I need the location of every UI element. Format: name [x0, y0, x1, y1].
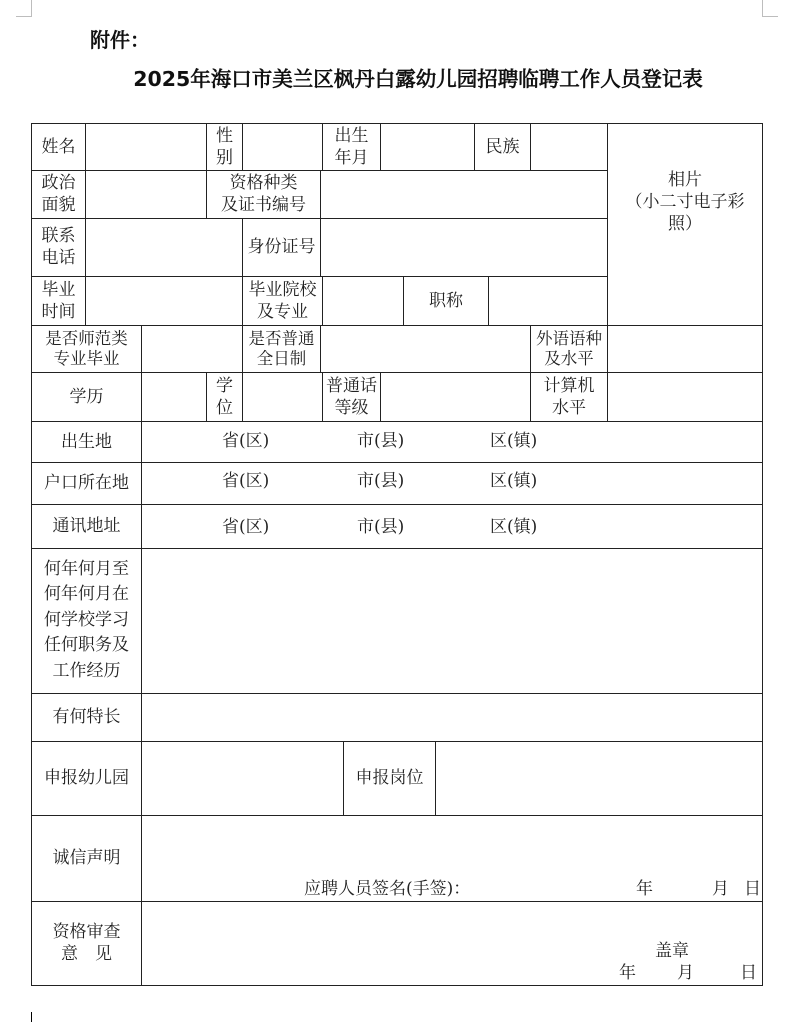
education-field[interactable] — [142, 373, 206, 421]
birth-date-field[interactable] — [381, 124, 474, 170]
corner-mark-right-h — [762, 16, 778, 17]
phone-label: 联系 电话 — [41, 226, 76, 268]
text-cursor — [31, 1012, 32, 1022]
hukou-province-unit: 省(区) — [222, 471, 270, 491]
language-field[interactable] — [608, 326, 762, 372]
address-city-unit: 市(县) — [357, 517, 405, 537]
kindergarten-field[interactable] — [142, 742, 343, 815]
position-field[interactable] — [436, 742, 762, 815]
name-label: 姓名 — [41, 136, 76, 157]
review-label: 资格审查 意 见 — [52, 922, 121, 964]
phone-field[interactable] — [86, 219, 242, 276]
school-major-label: 毕业院校 及专业 — [248, 279, 317, 322]
political-status-field[interactable] — [86, 171, 206, 218]
qualification-field[interactable] — [321, 171, 607, 218]
signature-day: 日 — [744, 879, 761, 899]
computer-field[interactable] — [608, 373, 762, 421]
hukou-city-unit: 市(县) — [357, 471, 405, 491]
degree-field[interactable] — [243, 373, 322, 421]
normal-major-label: 是否师范类 专业毕业 — [45, 328, 128, 368]
signature-year: 年 — [636, 879, 653, 899]
integrity-label: 诚信声明 — [52, 848, 121, 868]
address-province-unit: 省(区) — [222, 517, 270, 537]
address-label: 通讯地址 — [52, 516, 121, 536]
specialty-field[interactable] — [142, 694, 762, 741]
history-label: 何年何月至 何年何月在 何学校学习 任何职务及 工作经历 — [44, 558, 129, 681]
computer-label: 计算机 水平 — [543, 375, 595, 418]
birth-date-label: 出生 年月 — [334, 125, 369, 168]
ethnicity-field[interactable] — [531, 124, 607, 170]
review-month: 月 — [677, 963, 694, 983]
graduation-time-field[interactable] — [86, 277, 242, 325]
corner-mark-left-v — [31, 0, 32, 16]
id-number-label: 身份证号 — [247, 237, 316, 257]
language-label: 外语语种 及水平 — [536, 328, 602, 368]
fulltime-field[interactable] — [321, 326, 530, 372]
birthplace-label: 出生地 — [61, 431, 112, 452]
professional-title-field[interactable] — [489, 277, 607, 325]
gender-field[interactable] — [243, 124, 322, 170]
signature-label: 应聘人员签名(手签)： — [304, 879, 471, 899]
signature-month: 月 — [712, 879, 729, 899]
ethnicity-label: 民族 — [485, 136, 520, 157]
id-number-field[interactable] — [321, 219, 607, 276]
review-day: 日 — [740, 963, 757, 983]
gender-label: 性 别 — [216, 125, 233, 168]
graduation-time-label: 毕业 时间 — [41, 279, 76, 322]
seal-label: 盖章 — [655, 941, 689, 961]
education-label: 学历 — [69, 386, 104, 407]
birthplace-district-unit: 区(镇) — [490, 431, 538, 451]
form-title: 2025年海口市美兰区枫丹白露幼儿园招聘临聘工作人员登记表 — [133, 67, 703, 91]
professional-title-label: 职称 — [429, 290, 463, 311]
review-year: 年 — [619, 963, 636, 983]
hukou-district-unit: 区(镇) — [490, 471, 538, 491]
mandarin-field[interactable] — [381, 373, 530, 421]
address-district-unit: 区(镇) — [490, 517, 538, 537]
grid-line — [31, 985, 763, 986]
specialty-label: 有何特长 — [52, 707, 121, 727]
hukou-label: 户口所在地 — [44, 473, 129, 493]
qualification-label: 资格种类 及证书编号 — [221, 173, 306, 215]
birthplace-city-unit: 市(县) — [357, 431, 405, 451]
corner-mark-left-h — [16, 16, 32, 17]
fulltime-label: 是否普通 全日制 — [248, 328, 315, 368]
mandarin-label: 普通话 等级 — [326, 375, 377, 418]
normal-major-field[interactable] — [142, 326, 242, 372]
name-field[interactable] — [86, 124, 206, 170]
political-status-label: 政治 面貌 — [41, 173, 76, 215]
photo-placeholder[interactable]: 相片 （小二寸电子彩 照） — [625, 170, 745, 234]
position-label: 申报岗位 — [355, 768, 424, 788]
birthplace-province-unit: 省(区) — [222, 431, 270, 451]
degree-label: 学 位 — [216, 375, 233, 418]
corner-mark-right-v — [762, 0, 763, 16]
school-major-field[interactable] — [323, 277, 403, 325]
kindergarten-label: 申报幼儿园 — [44, 768, 129, 788]
attachment-label: 附件： — [90, 28, 150, 52]
history-field[interactable] — [142, 549, 762, 693]
